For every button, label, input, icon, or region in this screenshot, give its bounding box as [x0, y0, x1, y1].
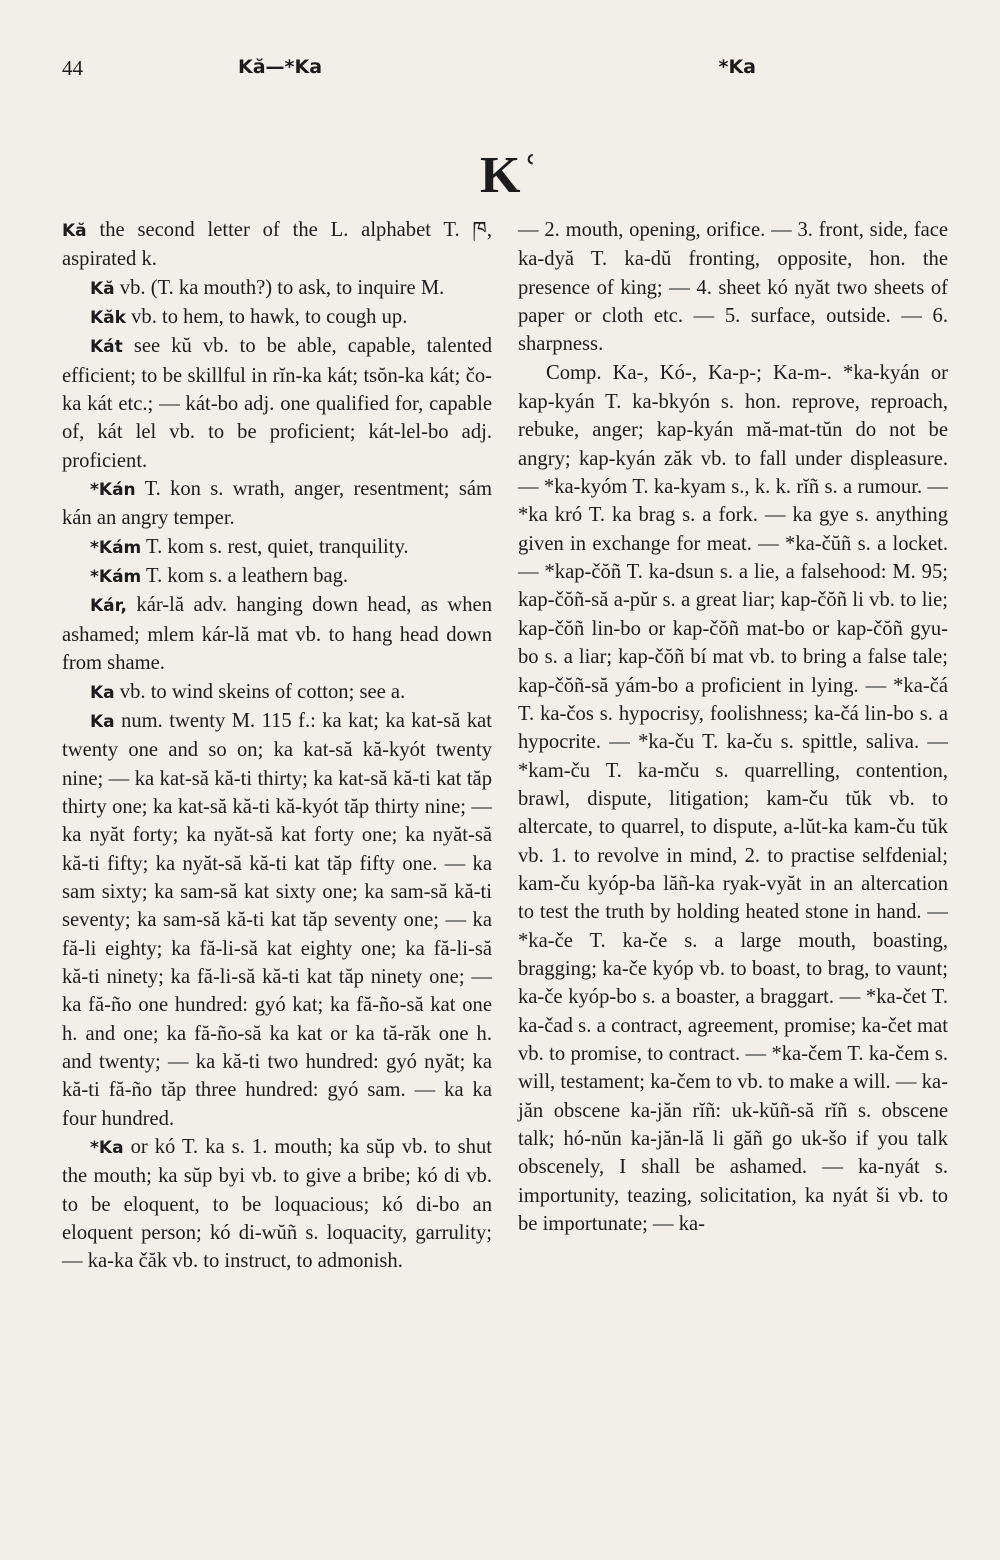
entry: [62, 678, 492, 707]
entry: [62, 1133, 492, 1276]
headword: *Kám: [90, 567, 142, 588]
headword: *Kán: [90, 480, 136, 501]
entry-text: or kó T. ka s. 1. mouth; ka sŭp vb. to shut the mouth; ka sŭp byi vb. to give a bribe; kó di vb. to be eloquent, to be loquacious; kó di-bo an eloquent person; kó di-wŭñ s. loquacity, garrulity; — ka-ka čăk vb. to instruct, to admonish.: [62, 1136, 492, 1273]
headword: Ka: [90, 682, 115, 703]
entry-text: num. twenty M. 115 f.: ka kat; ka kat-să kat twenty one and so on; ka kat-să kă-kyót twenty nine; — ka kat-să kă-ti thirty; ka kat-să kă-ti kat tăp thirty one; ka kat-să kă-ti kă-kyót tăp thirty nine; — ka nyăt forty; ka nyăt-să kat forty one; ka nyăt-să kă-ti fifty; ka nyăt-să kă-ti kat tăp fifty one. — ka sam sixty; ka sam-să kat sixty one; ka sam-să kă-ti seventy; ka sam-să kă-ti kat tăp seventy one; — ka fă-li eighty; ka fă-li-să kat eighty one; ka fă-li-să kă-ti ninety; ka fă-li-să kă-ti kat tăp ninety one; — ka fă-ño one hundred: gyó kat; ka fă-ño-să kat one h. and one; ka fă-ño-să ka kat or ka tă-răk one h. and twenty; — ka kă-ti two hundred: gyó nyăt; ka kă-ti fă-ño tăp three hundred: gyó sam. — ka ka four hundred.: [62, 709, 492, 1130]
entry-text: Comp. Ka-, Kó-, Ka-p-; Ka-m-. *ka-kyán or kap-kyán T. ka-bkyón s. hon. reprove, reproach, rebuke, anger; kap-kyán mă-mat-tŭn do not be angry; kap-kyán zăk vb. to fall under displeasure. — *ka-kyóm T. ka-kyam s., k. k. rĭñ s. a rumour. — *ka kró T. ka brag s. a fork. — ka gye s. anything given in exchange for meat. — *ka-čŭñ s. a locket. — *kap-čŏñ T. ka-dsun s. a lie, a falsehood: M. 95; kap-čŏñ-să a-pŭr s. a great liar; kap-čŏñ li vb. to lie; kap-čŏñ lin-bo or kap-čŏñ mat-bo or kap-čŏñ gyu-bo s. a liar; kap-čŏñ bí mat vb. to bring a false tale; kap-čŏñ-să yám-bo a proficient in lying. — *ka-čá T. ka-čos s. hypocrisy, foolishness; ka-čá lin-bo s. a hypocrite. — *ka-ču T. ka-ču s. spittle, saliva. — *kam-ču T. ka-mču s. quarrelling, contention, brawl, dispute, litigation; kam-ču tŭk vb. to altercate, to quarrel, to dispute, a-lŭt-ka kam-ču tŭk vb. 1. to revolve in mind, 2. to practise selfdenial; kam-ču kyóp-ba lăñ-ka ryak-vyăt in an altercation to test the truth by holding heated stone in hand. — *ka-če T. ka-če s. a large mouth, boasting, bragging; ka-če kyóp vb. to boast, to brag, to vaunt; ka-če kyóp-bo s. a boaster, a braggart. — *ka-čet T. ka-čad s. a contract, agreement, promise; ka-čet mat vb. to promise, to contract. — *ka-čem T. ka-čem s. will, testament; ka-čem to vb. to make a will. — ka-jăn obscene ka-jăn rĭñ: uk-kŭñ-să rĭñ s. obscene talk; hó-nŭn ka-jăn-lă li găñ go uk-šo if you talk obscenely, I shall be ashamed. — ka-nyát s. importunity, teazing, solicitation, ka nyát ši vb. to be importunate; — ka-: [518, 361, 948, 1236]
entry-text: kár-lă adv. hanging down head, as when ashamed; mlem kár-lă mat vb. to hang head down from shame.: [62, 594, 492, 675]
headword: *Ka: [90, 1138, 124, 1158]
page-number: 44: [62, 56, 83, 80]
headword: Kă: [90, 278, 115, 299]
entry-text: vb. to wind skeins of cotton; see a.: [114, 680, 406, 703]
headword: Kát: [90, 337, 123, 358]
running-header: [62, 50, 940, 90]
entry-text: vb. to hem, to hawk, to cough up.: [125, 306, 408, 329]
right-running-head: *Ka: [718, 56, 756, 78]
entry: [62, 274, 492, 303]
entry: [62, 707, 492, 1133]
entry: [62, 533, 492, 562]
section-letter: Kʿ: [480, 147, 540, 204]
right-column: [518, 216, 948, 1238]
entry-text: — 2. mouth, opening, orifice. — 3. front, side, face ka-dyă T. ka-dŭ fronting, opposite, hon. the presence of king; — 4. sheet kó nyăt two sheets of paper or cloth etc. — 5. surface, outside. — 6. sharpness.: [518, 219, 948, 356]
entry-text: vb. (T. ka mouth?) to ask, to inquire M.: [114, 276, 445, 299]
entry: [518, 359, 948, 1239]
entry: [62, 591, 492, 677]
headword: *Kám: [90, 537, 142, 558]
left-running-head: Kă—*Ka: [238, 56, 323, 78]
headword: Kăk: [90, 308, 126, 329]
headword: Ka: [90, 711, 115, 732]
entry: [62, 475, 492, 533]
left-column: [62, 216, 492, 1276]
headword: Kár,: [90, 596, 127, 617]
entry: [518, 216, 948, 359]
entry-text: T. kom s. a leathern bag.: [141, 565, 349, 588]
entry-text: T. kom s. rest, quiet, tranquility.: [141, 535, 409, 558]
entry: [62, 303, 492, 332]
entry-text: see kŭ vb. to be able, capable, talented efficient; to be skillful in rĭn-ka kát; tsŏn-ka kát; čo-ka kát etc.; — kát-bo adj. one qualified for, capable of, kát lel vb. to be proficient; kát-lel-bo adj. proficient.: [62, 335, 492, 472]
entry: [62, 562, 492, 591]
entry: [62, 216, 492, 274]
entry-text: T. kon s. wrath, anger, resentment; sám kán an angry temper.: [62, 478, 492, 530]
headword: Kă: [62, 221, 87, 241]
entry-text: the second letter of the L. alphabet T. ཁ, aspirated k.: [62, 219, 492, 271]
entry: [62, 332, 492, 475]
